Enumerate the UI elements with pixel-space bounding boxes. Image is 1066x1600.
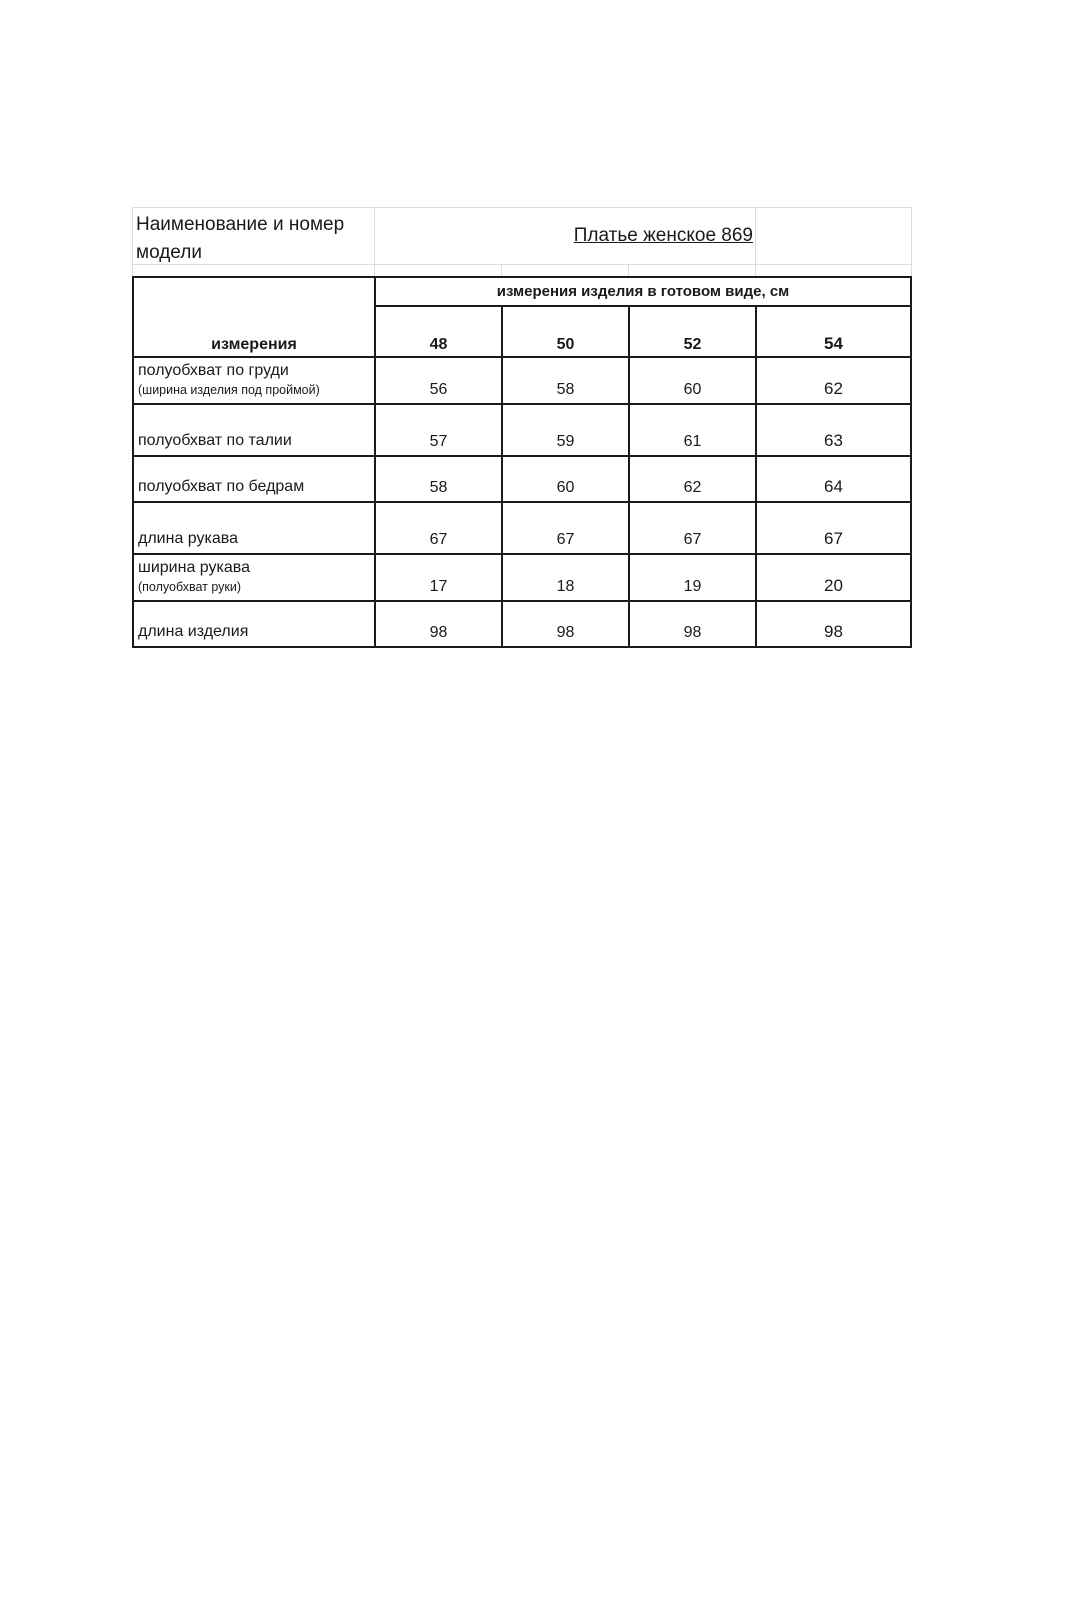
- table-cell: 67: [824, 529, 843, 548]
- row-label-sub: (ширина изделия под проймой): [138, 383, 320, 397]
- table-row-label: [134, 602, 374, 646]
- gridline: [755, 207, 756, 277]
- table-cell: 20: [824, 576, 843, 595]
- size-header-48: 48: [429, 336, 448, 353]
- table-cell: 56: [429, 381, 448, 398]
- table-row-label: [134, 405, 374, 455]
- table-row-label: [134, 358, 374, 403]
- row-label-main: полуобхват по груди: [138, 362, 289, 379]
- table-cell: 60: [556, 479, 575, 496]
- table-border: [910, 276, 912, 648]
- table-cell: 60: [683, 381, 702, 398]
- row-label-main: длина изделия: [138, 623, 249, 640]
- table-cell: 98: [556, 624, 575, 641]
- row-label-main: полуобхват по талии: [138, 432, 292, 449]
- table-cell: 67: [556, 531, 575, 548]
- measure-header: измерения: [211, 336, 297, 353]
- row-label-sub: (полуобхват руки): [138, 580, 241, 594]
- gridline: [132, 264, 912, 265]
- group-header: измерения изделия в готовом виде, см: [496, 283, 790, 300]
- size-header-54: 54: [824, 334, 843, 353]
- model-label: Наименование и номер модели: [136, 214, 345, 263]
- table-cell: 58: [556, 381, 575, 398]
- model-name: Платье женское 869: [573, 224, 753, 246]
- row-label-main: длина рукава: [138, 530, 238, 547]
- size-header-50: 50: [556, 336, 575, 353]
- table-cell: 57: [429, 433, 448, 450]
- table-cell: 67: [683, 531, 702, 548]
- table-cell: 62: [683, 479, 702, 496]
- row-label-main: ширина рукава: [138, 559, 250, 576]
- table-cell: 17: [429, 578, 448, 595]
- table-cell: 59: [556, 433, 575, 450]
- size-header-52: 52: [683, 336, 702, 353]
- table-cell: 63: [824, 431, 843, 450]
- table-cell: 58: [429, 479, 448, 496]
- table-row-label: [134, 503, 374, 553]
- row-label-main: полуобхват по бедрам: [138, 478, 305, 495]
- table-cell: 64: [824, 477, 843, 496]
- table-cell: 62: [824, 379, 843, 398]
- table-cell: 61: [683, 433, 702, 450]
- gridline: [911, 207, 912, 277]
- table-cell: 98: [429, 624, 448, 641]
- table-cell: 98: [824, 622, 843, 641]
- table-border: [132, 646, 912, 648]
- table-cell: 98: [683, 624, 702, 641]
- table-row-label: [134, 457, 374, 501]
- table-cell: 18: [556, 578, 575, 595]
- table-cell: 19: [683, 578, 702, 595]
- table-cell: 67: [429, 531, 448, 548]
- table-row-label: [134, 555, 374, 600]
